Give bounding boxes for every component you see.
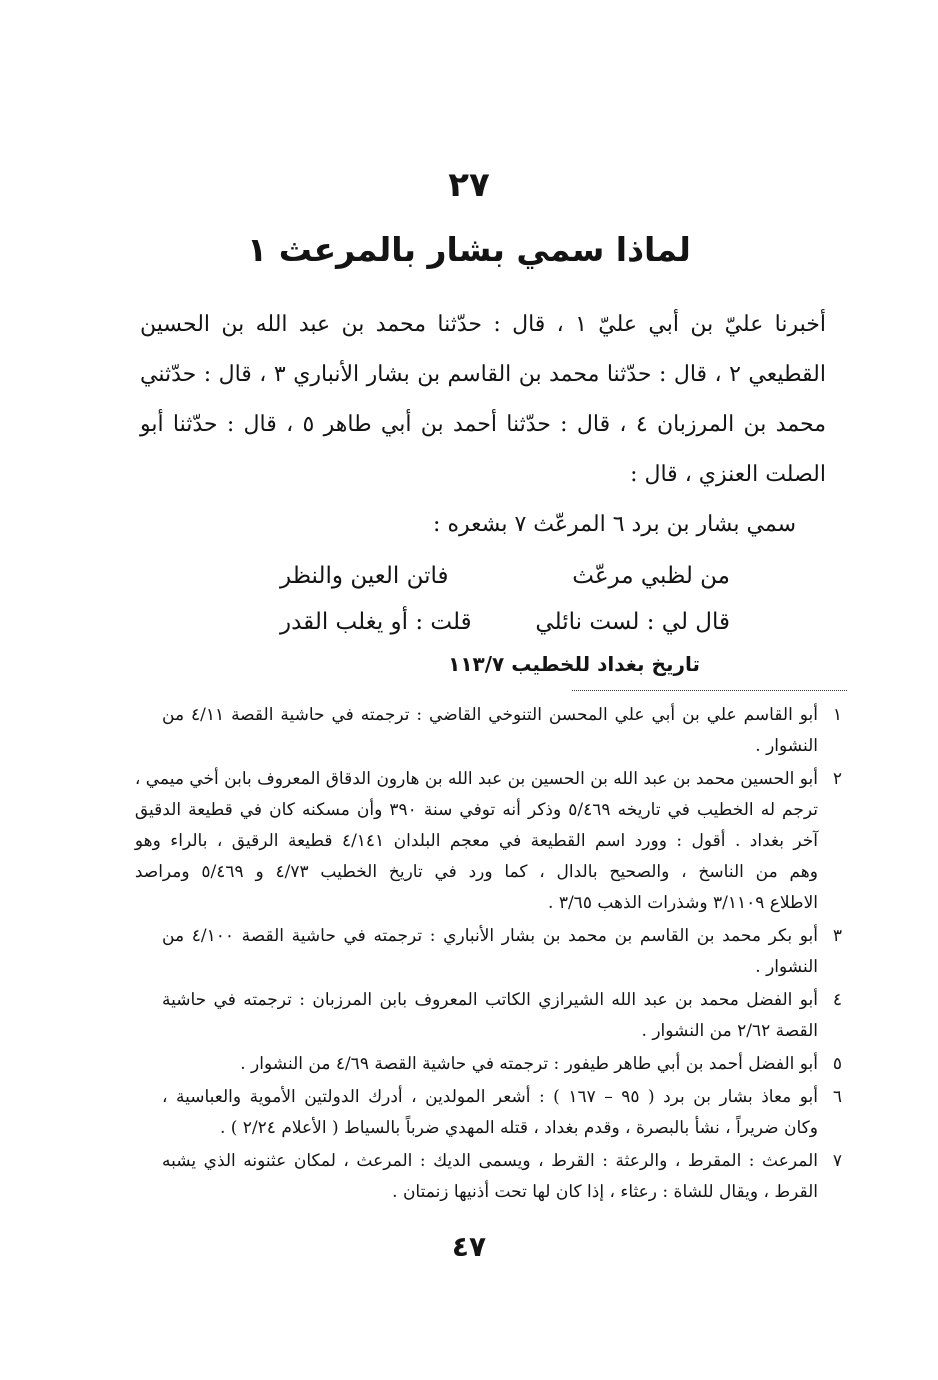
footnote-number: ٣ — [832, 926, 842, 946]
footnote-line: ترجم له الخطيب في تاريخه ٥/٤٦٩ وذكر أنه توفي سنة ٣٩٠ وأن مسكنه كان في قطيعة الدقيق — [134, 800, 818, 820]
footnote-line: النشوار . — [755, 736, 818, 756]
footnote — [162, 985, 842, 1047]
footnote — [162, 700, 842, 762]
verse-intro-line: سمي بشار بن برد ٦ المرعّث ٧ بشعره : — [433, 512, 796, 537]
footnote-line: القصة ٢/٦٢ من النشوار . — [641, 1021, 818, 1041]
footnote-line: المرعث : المقرط ، والرعثة : القرط ، ويسمى الديك : المرعث ، لمكان عثنونه الذي يشبه — [162, 1151, 818, 1171]
footnote-line: وكان ضريراً ، نشأ بالبصرة ، وقدم بغداد ، قتله المهدي ضرباً بالسياط ( الأعلام ٢/٢٤ ) . — [219, 1118, 818, 1138]
footnote — [162, 1082, 842, 1144]
poem-verses — [280, 553, 730, 645]
verse-line — [280, 553, 730, 599]
footnote-line: أبو بكر محمد بن القاسم بن محمد بن بشار الأنباري : ترجمته في حاشية القصة ٤/١٠٠ من — [162, 926, 819, 946]
footnote-line: أبو الفضل أحمد بن أبي طاهر طيفور : ترجمته في حاشية القصة ٤/٦٩ من النشوار . — [240, 1054, 818, 1074]
footnote-number: ٦ — [832, 1087, 842, 1107]
page-number: ٤٧ — [451, 1230, 487, 1263]
footnote — [162, 1146, 842, 1208]
footnote — [162, 921, 842, 983]
footnote-line: أبو معاذ بشار بن برد ( ٩٥ – ١٦٧ ) : أشعر المولدين ، أدرك الدولتين الأموية والعباسية ، — [162, 1087, 819, 1107]
footnote-line: القرط ، ويقال للشاة : رعثاء ، إذا كان لها تحت أذنيها زنمتان . — [392, 1182, 818, 1202]
narration-text — [140, 300, 826, 550]
footnote — [162, 1049, 842, 1080]
story-number: ٢٧ — [448, 165, 490, 205]
footnote-line: أبو الفضل محمد بن عبد الله الشيرازي الكاتب المعروف بابن المرزبان : ترجمته في حاشية — [162, 990, 818, 1010]
footnote-divider — [572, 690, 847, 691]
footnote-number: ٤ — [832, 990, 842, 1010]
verse-first-hemistich: قال لي : لست نائلي — [535, 609, 730, 635]
footnotes — [134, 700, 842, 1210]
source-citation: تاريخ بغداد للخطيب ١١٣/٧ — [448, 652, 700, 676]
footnote-line: آخر بغداد . أقول : وورد اسم القطيعة في معجم البلدان ٤/١٤١ قطيعة الرقيق ، بالراء وهو — [134, 831, 819, 851]
footnote-line: وهم من الناسخ ، والصحيح بالدال ، كما ورد في تاريخ الخطيب ٤/٧٣ و ٥/٤٦٩ ومراصد — [134, 862, 818, 882]
footnote-number: ٧ — [832, 1151, 842, 1171]
footnote-line: أبو القاسم علي بن أبي علي المحسن التنوخي القاضي : ترجمته في حاشية القصة ٤/١١ من — [162, 705, 819, 725]
verse-first-hemistich: من لظبي مرعّث — [572, 563, 730, 589]
narration-line: محمد بن المرزبان ٤ ، قال : حدّثنا أحمد بن أبي طاهر ٥ ، قال : حدّثنا أبو — [140, 412, 826, 437]
footnote-line: أبو الحسين محمد بن عبد الله بن الحسين بن عبد الله بن هارون الدقاق المعروف بابن أخي ميمي ، — [134, 769, 818, 789]
story-title: لماذا سمي بشار بالمرعث ١ — [247, 230, 691, 269]
footnote-number: ٥ — [832, 1054, 842, 1074]
narration-line: الصلت العنزي ، قال : — [630, 462, 826, 487]
footnote-number: ٢ — [832, 769, 842, 789]
narration-line: أخبرنا عليّ بن أبي عليّ ١ ، قال : حدّثنا محمد بن عبد الله بن الحسين — [140, 312, 826, 337]
verse-second-hemistich: فاتن العين والنظر — [280, 563, 449, 589]
footnote-line: النشوار . — [755, 957, 818, 977]
footnote-line: الاطلاع ٣/١١٠٩ وشذرات الذهب ٣/٦٥ . — [548, 893, 818, 913]
verse-second-hemistich: قلت : أو يغلب القدر — [280, 609, 472, 635]
narration-line: القطيعي ٢ ، قال : حدّثنا محمد بن القاسم بن بشار الأنباري ٣ ، قال : حدّثني — [140, 362, 826, 387]
footnote-number: ١ — [832, 705, 842, 725]
verse-line — [280, 599, 730, 645]
footnote — [134, 764, 842, 919]
